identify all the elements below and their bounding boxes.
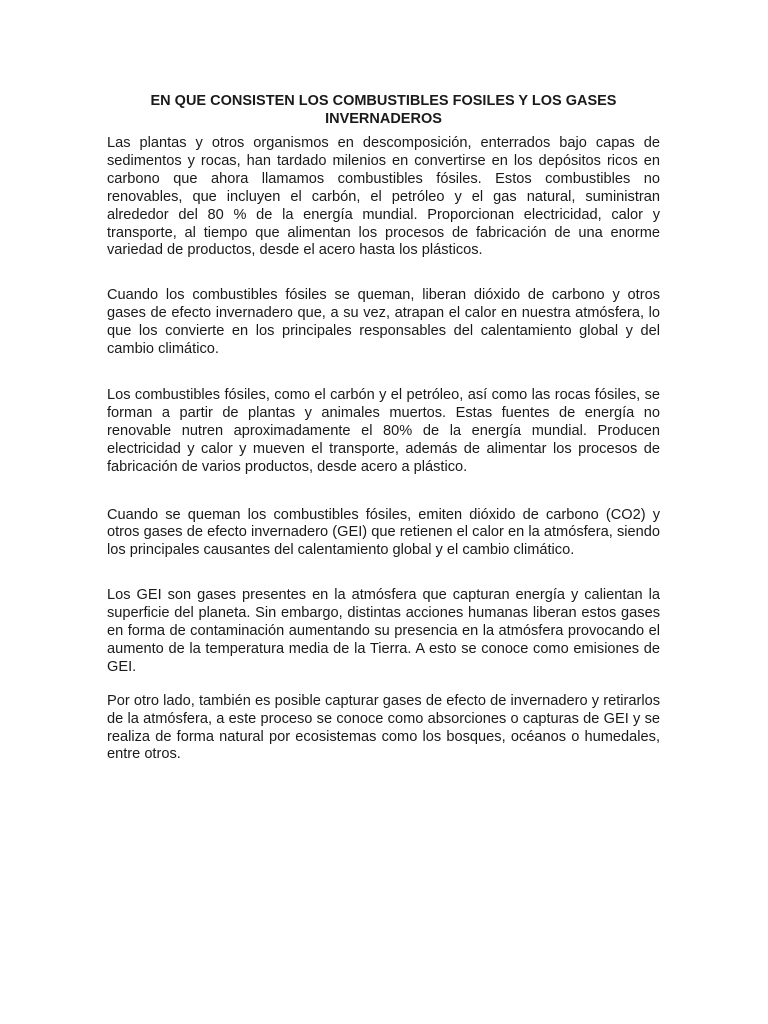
paragraph-fossil-fuels-formation: Los combustibles fósiles, como el carbón y el petróleo, así como las rocas fósiles, se forman a partir de plantas y animales muertos. Estas fuentes de energía no renovable nutren aproximadamente el 80% de la energía mundial. Producen electricidad y calor y mueven el transporte, además de alimentar los procesos de fabricación de varios productos, desde acero a plástico. <box>107 386 660 475</box>
paragraph-gei-capture: Por otro lado, también es posible capturar gases de efecto de invernadero y retirarlos de la atmósfera, a este proceso se conoce como absorciones o capturas de GEI y se realiza de forma natural por ecosistemas como los bosques, océanos o humedales, entre otros. <box>107 692 660 763</box>
paragraph-co2-gei: Cuando se queman los combustibles fósiles, emiten dióxido de carbono (CO2) y otros gases de efecto invernadero (GEI) que retienen el calor en la atmósfera, siendo los principales causantes del calentamiento global y el cambio climático. <box>107 506 660 559</box>
paragraph-fossil-fuels-origin: Las plantas y otros organismos en descomposición, enterrados bajo capas de sedimentos y rocas, han tardado milenios en convertirse en los depósitos ricos en carbono que ahora llamamos combustibles fósiles. Estos combustibles no renovables, que incluyen el carbón, el petróleo y el gas natural, suministran alrededor del 80 % de la energía mundial. Proporcionan electricidad, calor y transporte, al tiempo que alimentan los procesos de fabricación de una enorme variedad de productos, desde el acero hasta los plásticos. <box>107 135 660 259</box>
paragraph-burning-emissions: Cuando los combustibles fósiles se queman, liberan dióxido de carbono y otros gases de efecto invernadero que, a su vez, atrapan el calor en nuestra atmósfera, lo que los convierte en los principales responsables del calentamiento global y del cambio climático. <box>107 287 660 358</box>
paragraph-gei-definition: Los GEI son gases presentes en la atmósfera que capturan energía y calientan la superficie del planeta. Sin embargo, distintas acciones humanas liberan estos gases en forma de contaminación aumentando su presencia en la atmósfera provocando el aumento de la temperatura media de la Tierra. A esto se conoce como emisiones de GEI. <box>107 587 660 675</box>
document-page <box>107 92 660 764</box>
document-title: EN QUE CONSISTEN LOS COMBUSTIBLES FOSILES Y LOS GASES INVERNADEROS <box>150 93 617 127</box>
